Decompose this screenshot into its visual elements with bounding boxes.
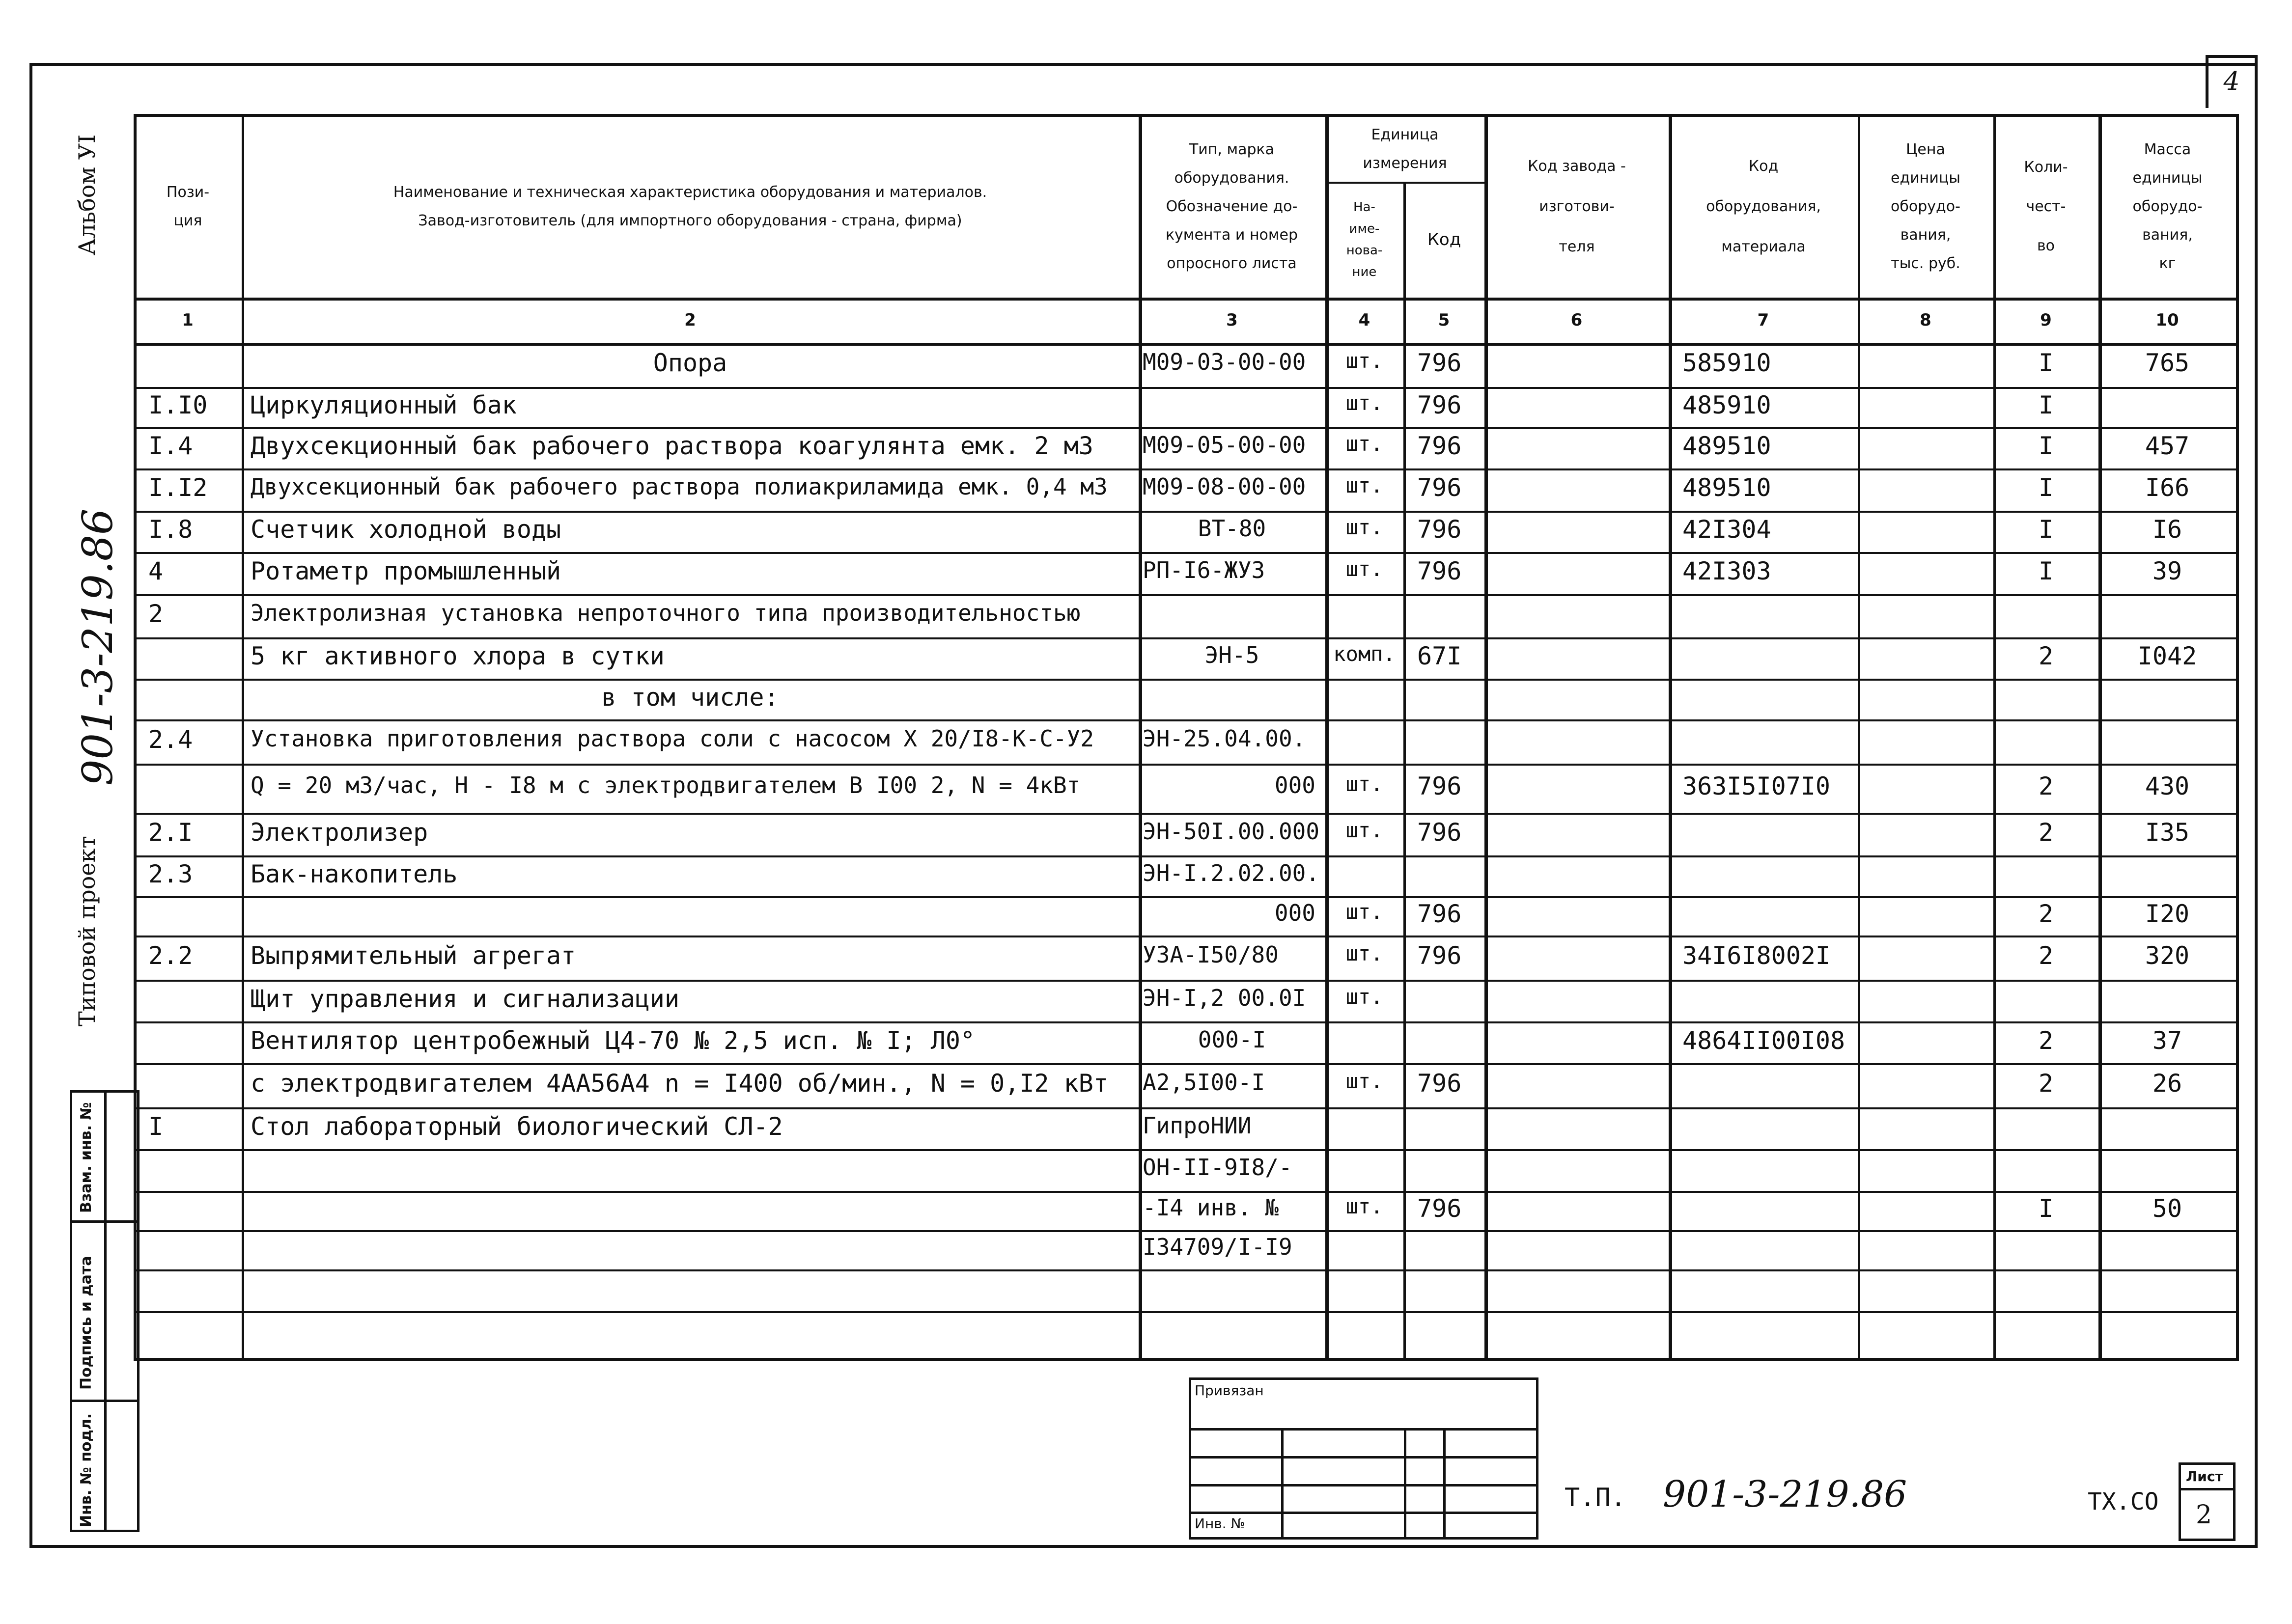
unit-name-cell: шт. (1345, 349, 1383, 373)
quantity-cell: 2 (2038, 1026, 2054, 1055)
unit-name-cell: шт. (1345, 941, 1383, 965)
position-cell: I (148, 1112, 164, 1141)
column-number: 9 (2040, 310, 2052, 330)
equipment-code-cell: 489510 (1682, 473, 1771, 502)
position-cell: 4 (148, 557, 164, 585)
unit-name-cell: шт. (1345, 984, 1383, 1009)
unit-name-cell: шт. (1345, 557, 1383, 581)
equipment-code-cell: 4864II00I08 (1682, 1026, 1845, 1055)
name-cell: Двухсекционный бак рабочего раствора полиакриламида емк. 0,4 м3 (251, 473, 1108, 500)
type-cell: I34709/I-I9 (1143, 1234, 1292, 1260)
name-cell: Опора (653, 349, 727, 377)
column-number: 2 (684, 310, 696, 330)
name-cell: Счетчик холодной воды (251, 515, 561, 544)
mass-cell: 320 (2145, 941, 2190, 970)
column-number: 1 (182, 310, 194, 330)
equipment-code-cell: 485910 (1682, 391, 1771, 419)
header-position: Пози- ция (166, 184, 210, 229)
position-cell: 2 (148, 600, 164, 628)
mass-cell: 39 (2152, 557, 2182, 585)
header-equipment-code: Код оборудования, материала (1706, 158, 1821, 255)
column-number: 7 (1757, 310, 1769, 330)
table-border-bottom (134, 1358, 2239, 1361)
row-line (134, 719, 2236, 721)
row-line (134, 1149, 2236, 1151)
sheet-value: 2 (2196, 1500, 2212, 1530)
column-number: 4 (1358, 310, 1370, 330)
mass-cell: I6 (2152, 515, 2182, 544)
name-cell: Выпрямительный агрегат (251, 941, 576, 970)
mass-cell: 50 (2152, 1194, 2182, 1223)
quantity-cell: 2 (2038, 642, 2054, 670)
project-number-handwritten: 901-3-219.86 (74, 508, 122, 786)
unit-name-cell: шт. (1345, 391, 1383, 415)
tp-label: Т.П. (1565, 1483, 1626, 1513)
position-cell: I.I0 (148, 391, 208, 419)
type-cell: ЭН-50I.00.000 (1143, 818, 1320, 845)
corner-sheet-box (2206, 55, 2258, 108)
mass-cell: I35 (2145, 818, 2190, 847)
unit-code-cell: 796 (1417, 515, 1462, 544)
position-cell: 2.I (148, 818, 193, 847)
header-unit-group: Единица измерения (1363, 126, 1447, 172)
type-cell: М09-03-00-00 (1143, 349, 1306, 375)
row-line (134, 1311, 2236, 1313)
unit-name-cell: шт. (1345, 900, 1383, 924)
equipment-code-cell: 489510 (1682, 432, 1771, 460)
type-cell: ЭН-5 (1204, 642, 1259, 668)
project-label: Типовой проект (74, 836, 100, 1026)
mass-cell: I20 (2145, 900, 2190, 928)
unit-name-cell: шт. (1345, 772, 1383, 796)
mass-cell: 26 (2152, 1069, 2182, 1098)
unit-code-cell: 796 (1417, 557, 1462, 585)
quantity-cell: I (2038, 515, 2054, 544)
unit-code-cell: 796 (1417, 432, 1462, 460)
unit-code-cell: 796 (1417, 941, 1462, 970)
name-cell: Ротаметр промышленный (251, 557, 561, 585)
type-cell: 000 (1274, 772, 1315, 798)
position-cell: I.I2 (148, 473, 208, 502)
type-cell: М09-08-00-00 (1143, 473, 1306, 500)
header-mass: Масса единицы оборудо- вания, кг (2132, 141, 2203, 272)
row-line (134, 511, 2236, 513)
type-cell: ВТ-80 (1198, 515, 1266, 542)
row-line (134, 936, 2236, 937)
type-cell: 000-I (1198, 1026, 1266, 1053)
album-label: Альбом УI (74, 134, 100, 255)
type-cell: ГипроНИИ (1143, 1112, 1252, 1139)
quantity-cell: 2 (2038, 818, 2054, 847)
position-cell: 2.2 (148, 941, 193, 970)
row-line (134, 427, 2236, 429)
unit-code-cell: 796 (1417, 391, 1462, 419)
position-cell: I.4 (148, 432, 193, 460)
signature-date-label: Подпись и дата (78, 1256, 95, 1390)
name-cell: Стол лабораторный биологический СЛ-2 (251, 1112, 783, 1141)
equipment-code-cell: 585910 (1682, 349, 1771, 377)
unit-code-cell: 796 (1417, 772, 1462, 800)
tp-number: 901-3-219.86 (1663, 1473, 1907, 1515)
header-bottom-line (134, 298, 2236, 301)
position-cell: 2.3 (148, 859, 193, 888)
quantity-cell: I (2038, 557, 2054, 585)
position-cell: I.8 (148, 515, 193, 544)
unit-code-cell: 796 (1417, 1069, 1462, 1098)
type-cell: УЗА-I50/80 (1143, 941, 1279, 968)
name-cell: с электродвигателем 4АА56А4 n = I400 об/мин., N = 0,I2 кВт (251, 1069, 1108, 1098)
unit-code-cell: 796 (1417, 900, 1462, 928)
unit-name-cell: шт. (1345, 818, 1383, 842)
column-number: 3 (1226, 310, 1238, 330)
name-cell: в том числе: (601, 683, 779, 712)
header-maker-code: Код завода - изготови- теля (1528, 158, 1626, 255)
unit-name-cell: шт. (1345, 1194, 1383, 1218)
quantity-cell: I (2038, 1194, 2054, 1223)
header-unit-code: Код (1427, 230, 1461, 249)
sheet-label: Лист (2186, 1468, 2223, 1485)
type-cell: -I4 инв. № (1143, 1194, 1279, 1221)
unit-name-cell: шт. (1345, 515, 1383, 539)
column-number: 6 (1570, 310, 1583, 330)
header-quantity: Коли- чест- во (2024, 159, 2068, 254)
unit-code-cell: 67I (1417, 642, 1462, 670)
mass-cell: I66 (2145, 473, 2190, 502)
quantity-cell: I (2038, 349, 2054, 377)
inv-no-orig-label: Инв. № подл. (78, 1413, 95, 1527)
type-cell: ЭН-I.2.02.00. (1143, 859, 1320, 886)
mass-cell: I042 (2137, 642, 2197, 670)
equipment-code-cell: 42I303 (1682, 557, 1771, 585)
column-line (1403, 183, 1406, 1358)
type-cell: М09-05-00-00 (1143, 432, 1306, 458)
name-cell: Бак-накопитель (251, 859, 458, 888)
name-cell: Вентилятор центробежный Ц4-70 № 2,5 исп. № I; Л0° (251, 1026, 976, 1055)
unit-code-cell: 796 (1417, 1194, 1462, 1223)
column-number: 5 (1438, 310, 1450, 330)
quantity-cell: 2 (2038, 772, 2054, 800)
quantity-cell: I (2038, 432, 2054, 460)
mass-cell: 430 (2145, 772, 2190, 800)
unit-code-cell: 796 (1417, 349, 1462, 377)
quantity-cell: 2 (2038, 941, 2054, 970)
row-line (134, 1021, 2236, 1023)
type-cell: РП-I6-ЖУ3 (1143, 557, 1265, 583)
type-cell: ЭН-I,2 00.0I (1143, 984, 1306, 1011)
equipment-code-cell: 42I304 (1682, 515, 1771, 544)
unit-name-cell: шт. (1345, 432, 1383, 456)
quantity-cell: I (2038, 391, 2054, 419)
name-cell: Электролизная установка непроточного типа производительностью (251, 600, 1081, 626)
column-number: 10 (2155, 310, 2179, 330)
row-line (134, 813, 2236, 815)
header-unit-name: На- име- нова- ние (1346, 200, 1383, 279)
row-line (134, 552, 2236, 554)
inv-no-label: Инв. № (1195, 1515, 1245, 1532)
type-cell: 000 (1274, 900, 1315, 926)
table-border-right (2236, 114, 2239, 1358)
row-line (134, 387, 2236, 389)
name-cell: Q = 20 м3/час, Н - I8 м с электродвигателем В I00 2, N = 4кВт (251, 772, 1081, 798)
type-cell: А2,5I00-I (1143, 1069, 1265, 1096)
unit-name-cell: шт. (1345, 1069, 1383, 1093)
unit-name-cell: комп. (1333, 642, 1396, 666)
header-name: Наименование и техническая характеристика оборудования и материалов. Завод-изготовитель (для импортного оборудования - страна, фирма) (393, 184, 987, 229)
row-line (134, 637, 2236, 639)
row-line (134, 980, 2236, 982)
row-line (134, 1230, 2236, 1232)
position-cell: 2.4 (148, 725, 193, 754)
corner-sheet-number: 4 (2223, 67, 2240, 96)
type-cell: ОН-II-9I8/- (1143, 1154, 1292, 1181)
number-row-bottom-line (134, 343, 2236, 346)
mass-cell: 457 (2145, 432, 2190, 460)
row-line (134, 764, 2236, 766)
quantity-cell: 2 (2038, 1069, 2054, 1098)
equipment-code-cell: 34I6I8002I (1682, 941, 1831, 970)
row-line (134, 1191, 2236, 1193)
name-cell: 5 кг активного хлора в сутки (251, 642, 665, 670)
row-line (134, 679, 2236, 681)
name-cell: Двухсекционный бак рабочего раствора коагулянта емк. 2 м3 (251, 432, 1093, 460)
name-cell: Электролизер (251, 818, 428, 847)
replacement-inv-label: Взам. инв. № (78, 1102, 95, 1213)
header-type: Тип, марка оборудования. Обозначение до- кумента и номер опросного листа (1165, 141, 1298, 272)
equipment-code-cell: 363I5I07I0 (1682, 772, 1831, 800)
row-line (134, 594, 2236, 596)
name-cell: Щит управления и сигнализации (251, 984, 679, 1013)
name-cell: Установка приготовления раствора соли с насосом Х 20/I8-К-С-У2 (251, 725, 1094, 752)
header-price: Цена единицы оборудо- вания, тыс. руб. (1891, 141, 1960, 272)
name-cell: Циркуляционный бак (251, 391, 517, 419)
column-number: 8 (1920, 310, 1931, 330)
row-line (134, 1107, 2236, 1109)
unit-name-cell: шт. (1345, 473, 1383, 497)
quantity-cell: I (2038, 473, 2054, 502)
unit-code-cell: 796 (1417, 818, 1462, 847)
row-line (134, 468, 2236, 470)
row-line (134, 1063, 2236, 1065)
quantity-cell: 2 (2038, 900, 2054, 928)
unit-code-cell: 796 (1417, 473, 1462, 502)
mass-cell: 765 (2145, 349, 2190, 377)
row-line (134, 896, 2236, 898)
row-line (134, 1269, 2236, 1271)
type-cell: ЭН-25.04.00. (1143, 725, 1306, 752)
mass-cell: 37 (2152, 1026, 2182, 1055)
doc-code: ТХ.СО (2088, 1488, 2159, 1515)
attached-label: Привязан (1195, 1382, 1264, 1399)
row-line (134, 855, 2236, 857)
